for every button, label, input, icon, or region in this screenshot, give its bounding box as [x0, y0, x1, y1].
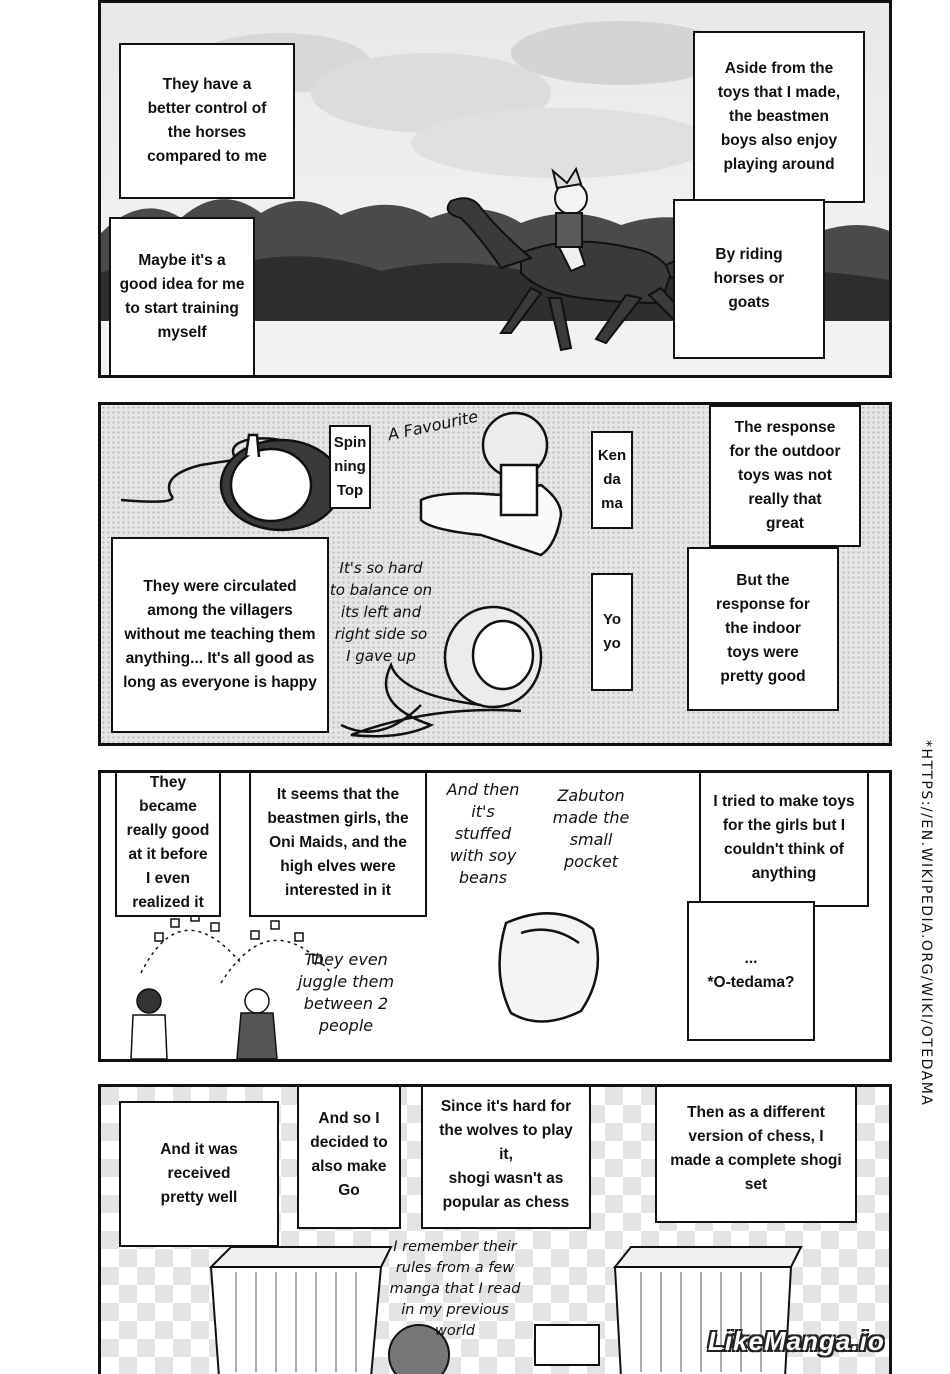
caption-received-well: And it was received pretty well: [119, 1101, 279, 1247]
label-spinning-top: Spin ning Top: [329, 425, 371, 509]
go-board-drawing: [211, 1247, 391, 1374]
caption-circulated: They were circulated among the villagers without me teaching them anything... It's all good as long as everyone is happy: [111, 537, 329, 733]
footnote-text: *HTTPS://EN.WIKIPEDIA.ORG/WIKI/OTEDAMA: [918, 740, 934, 1107]
note-juggle: They even juggle them between 2 people: [297, 950, 395, 1035]
caption-shogi-set: Then as a different version of chess, I made a complete shogi set: [655, 1084, 857, 1223]
note-hard-to-balance: It's so hard to balance on its left and right side so I gave up: [329, 559, 433, 665]
site-watermark: LikeManga.io: [708, 1326, 885, 1356]
footnote-otedama-link: [904, 740, 944, 1107]
caption-aside-from-toys: Aside from the toys that I made, the beastmen boys also enjoy playing around: [693, 31, 865, 203]
panel-otedama: [98, 770, 892, 1062]
caption-outdoor-toys: The response for the outdoor toys was not really that great: [709, 405, 861, 547]
caption-riding-horses: By riding horses or goats: [673, 199, 825, 359]
note-a-favourite: A Favourite: [386, 406, 480, 445]
caption-interested: It seems that the beastmen girls, the Oni Maids, and the high elves were interested in it: [249, 770, 427, 917]
spinning-top-drawing: [121, 435, 341, 530]
label-kendama: Ken da ma: [591, 431, 633, 529]
caption-shogi-popularity: Since it's hard for the wolves to play it, shogi wasn't as popular as chess: [421, 1084, 591, 1229]
note-zabuton-pocket: Zabuton made the small pocket: [552, 786, 630, 871]
panel-toys: [98, 402, 892, 746]
caption-start-training: Maybe it's a good idea for me to start training myself: [109, 217, 255, 377]
caption-otedama: ... *O-tedama?: [687, 901, 815, 1041]
otedama-bag-drawing: [500, 913, 598, 1021]
caption-became-good: They became really good at it before I even realized it: [115, 770, 221, 917]
panel-horse-riding: [98, 0, 892, 378]
note-remember-rules: I remember their rules from a few manga that I read in my previous world: [389, 1239, 521, 1339]
caption-indoor-toys: But the response for the indoor toys were pretty good: [687, 547, 839, 711]
note-stuffed-soybeans: And then it's stuffed with soy beans: [446, 780, 520, 887]
caption-tried-to-make: I tried to make toys for the girls but I couldn't think of anything: [699, 770, 869, 907]
label-yoyo: Yo yo: [591, 573, 633, 691]
caption-make-go: And so I decided to also make Go: [297, 1084, 401, 1229]
caption-better-control: They have a better control of the horses compared to me: [119, 43, 295, 199]
